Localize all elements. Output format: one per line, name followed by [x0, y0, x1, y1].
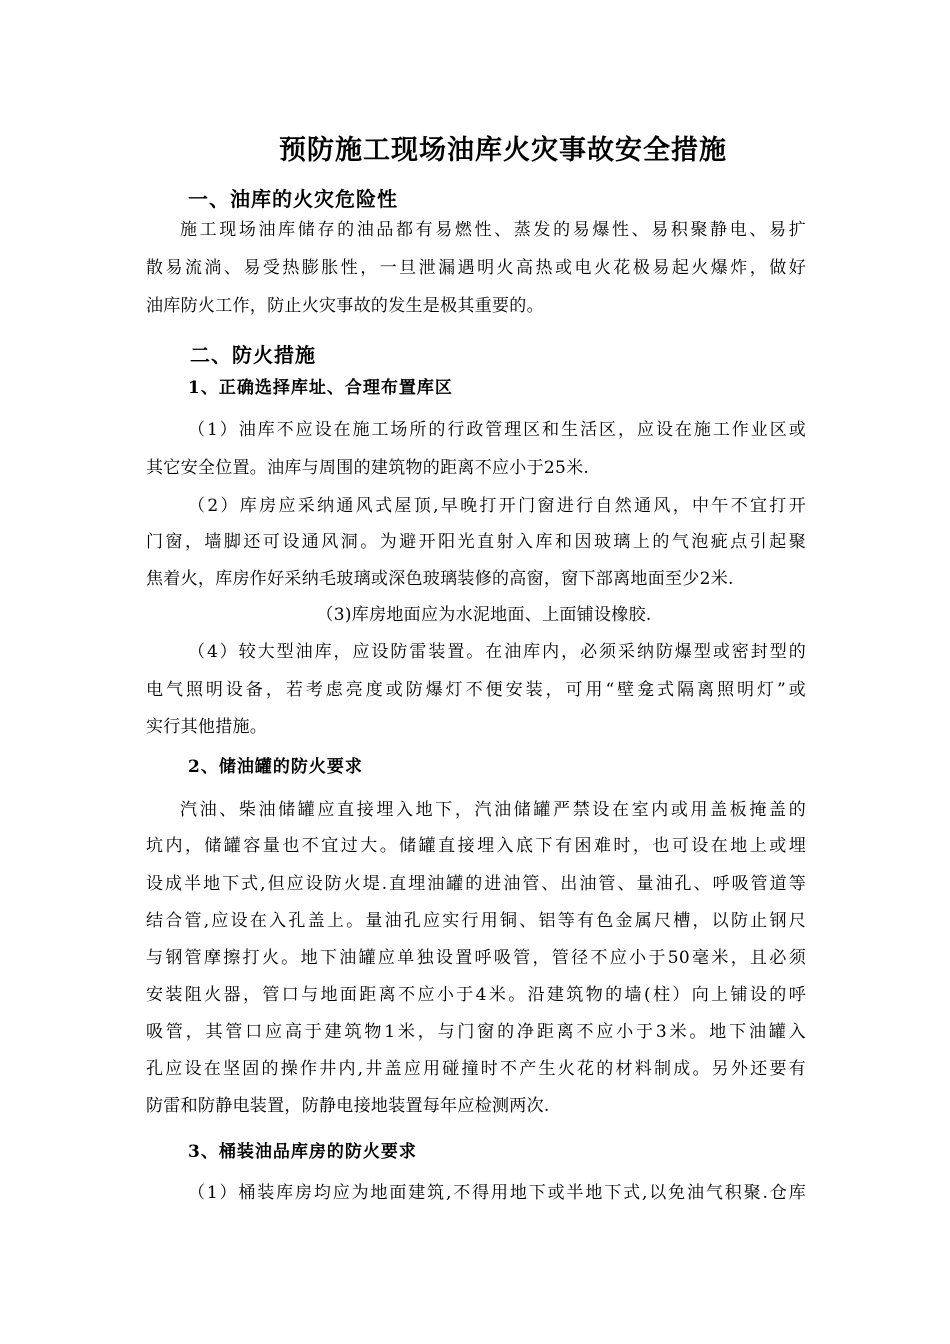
- paragraph-line: 电气照明设备，若考虑亮度或防爆灯不便安装，可用“壁龛式隔离照明灯”或: [146, 680, 806, 700]
- document-title: 预防施工现场油库火灾事故安全措施: [279, 135, 727, 166]
- paragraph-line: 安装阻火器，管口与地面距离不应小于4米。沿建筑物的墙(柱）向上铺设的呼: [146, 985, 806, 1005]
- subsection-heading-barrel-storage: 3、桶装油品库房的防火要求: [188, 1142, 417, 1162]
- paragraph-line: （4）较大型油库，应设防雷装置。在油库内，必须采纳防爆型或密封型的: [188, 642, 806, 662]
- paragraph-line: 实行其他措施。: [146, 717, 268, 737]
- paragraph-line: 汽油、柴油储罐应直接埋入地下，汽油储罐严禁设在室内或用盖板掩盖的: [180, 800, 806, 820]
- paragraph-line: 焦着火，库房作好采纳毛玻璃或深色玻璃装修的高窗，窗下部离地面至少2米.: [146, 569, 734, 589]
- paragraph-line: 孔应设在坚固的操作井内,井盖应用碰撞时不产生火花的材料制成。另外还要有: [146, 1059, 806, 1079]
- subsection-heading-oil-tank: 2、储油罐的防火要求: [188, 757, 363, 777]
- paragraph-line: （1）桶装库房均应为地面建筑,不得用地下或半地下式,以免油气积聚.仓库: [188, 1183, 806, 1203]
- paragraph-line: （2）库房应采纳通风式屋顶,早晚打开门窗进行自然通风，中午不宜打开: [188, 496, 806, 516]
- subsection-heading-site-selection: 1、正确选择库址、合理布置库区: [188, 378, 453, 398]
- section-heading-fire-hazard: 一、油库的火灾危险性: [188, 187, 398, 211]
- paragraph-line: 坑内，储罐容量也不宜过大。储罐直接埋入底下有困难时，也可设在地上或埋: [146, 836, 806, 856]
- paragraph-line: 吸管，其管口应高于建筑物1米，与门窗的净距离不应小于3米。地下油罐入: [146, 1022, 806, 1042]
- paragraph-line-centered: （3)库房地面应为水泥地面、上面铺设橡胶.: [316, 605, 652, 625]
- paragraph-line: 门窗，墙脚还可设通风洞。为避开阳光直射入库和因玻璃上的气泡疵点引起聚: [146, 532, 806, 552]
- paragraph-line: 防雷和防静电装置，防静电接地装置每年应检测两次.: [146, 1096, 550, 1116]
- paragraph-line: 施工现场油库储存的油品都有易燃性、蒸发的易爆性、易积聚静电、易扩: [180, 220, 806, 240]
- paragraph-line: 油库防火工作，防止火灾事故的发生是极其重要的。: [146, 296, 544, 316]
- paragraph-line: 与钢管摩擦打火。地下油罐应单独设置呼吸管，管径不应小于50毫米，且必须: [146, 948, 806, 968]
- section-heading-fire-measures: 二、防火措施: [190, 343, 316, 367]
- paragraph-line: 散易流淌、易受热膨胀性，一旦泄漏遇明火高热或电火花极易起火爆炸，做好: [146, 258, 806, 278]
- paragraph-line: 设成半地下式,但应设防火堤.直埋油罐的进油管、出油管、量油孔、呼吸管道等: [146, 874, 806, 894]
- paragraph-line: 结合管,应设在入孔盖上。量油孔应实行用铜、铝等有色金属尺槽，以防止钢尺: [146, 911, 806, 931]
- paragraph-line: （1）油库不应设在施工场所的行政管理区和生活区，应设在施工作业区或: [188, 420, 806, 440]
- paragraph-line: 其它安全位置。油库与周围的建筑物的距离不应小于25米.: [146, 458, 590, 478]
